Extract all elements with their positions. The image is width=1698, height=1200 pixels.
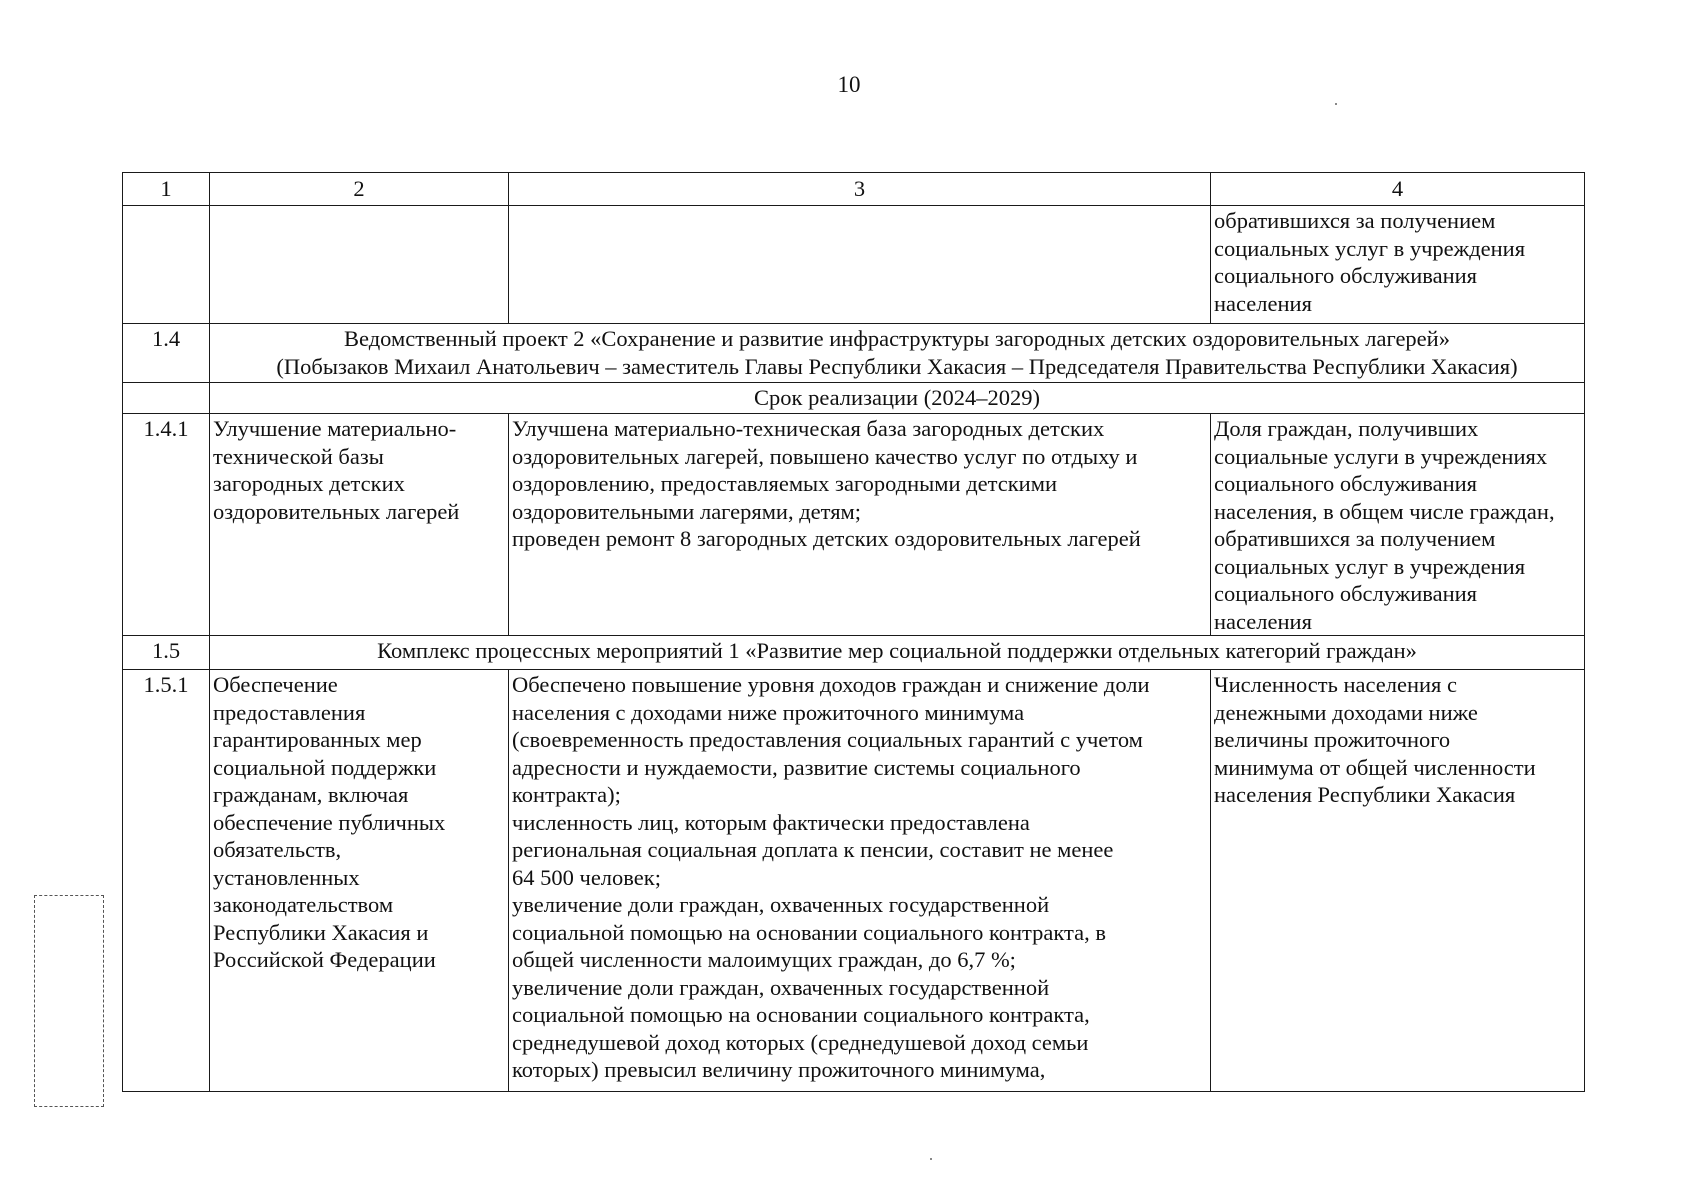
column-header-1: 1: [123, 173, 210, 206]
section-number: 1.4: [123, 324, 210, 383]
empty-cell: [123, 206, 210, 324]
page-number: 10: [837, 72, 861, 97]
implementation-term: Срок реализации (2024–2029): [210, 383, 1585, 414]
section-title: Комплекс процессных мероприятий 1 «Развитие мер социальной поддержки отдельных категорий граждан»: [210, 636, 1585, 670]
empty-cell: [210, 206, 509, 324]
term-row: [123, 383, 1585, 414]
row-number: 1.4.1: [123, 414, 210, 636]
empty-cell: [509, 206, 1211, 324]
table-row: [123, 414, 1585, 636]
column-header-4: 4: [1211, 173, 1585, 206]
task-cell: Обеспечение предоставления гарантированных мер социальной поддержки гражданам, включая обеспечение публичных обязательств, установленных законодательством Республики Хакасия и Российской Федерации: [210, 670, 509, 1092]
column-header-2: 2: [210, 173, 509, 206]
table-row: [123, 206, 1585, 324]
column-header-3: 3: [509, 173, 1211, 206]
program-table: [122, 172, 1585, 1092]
section-row: [123, 636, 1585, 670]
indicator-cell: Доля граждан, получивших социальные услуги в учреждениях социального обслуживания населения, в общем числе граждан, обратившихся за получением социальных услуг в учреждения социального обслуживания населения: [1211, 414, 1585, 636]
registration-stamp: [34, 895, 104, 1107]
section-number: 1.5: [123, 636, 210, 670]
task-cell: Улучшение материально- технической базы загородных детских оздоровительных лагерей: [210, 414, 509, 636]
indicator-cell: обратившихся за получением социальных услуг в учреждения социального обслуживания населения: [1211, 206, 1585, 324]
indicator-cell: Численность населения с денежными доходами ниже величины прожиточного минимума от общей численности населения Республики Хакасия: [1211, 670, 1585, 1092]
empty-cell: [123, 383, 210, 414]
scan-speck: [930, 1158, 932, 1160]
section-row: [123, 324, 1585, 383]
scan-speck: [1335, 103, 1337, 105]
table-header-row: [123, 173, 1585, 206]
row-number: 1.5.1: [123, 670, 210, 1092]
result-cell: Обеспечено повышение уровня доходов граждан и снижение доли населения с доходами ниже прожиточного минимума (своевременность предоставления социальных гарантий с учетом адресности и нуждаемости, развитие системы социального контракта); численность лиц, которым фактически предоставлена региональная социальная доплата к пенсии, составит не менее 64 500 человек; увеличение доли граждан, охваченных государственной социальной помощью на основании социального контракта, в общей численности малоимущих граждан, до 6,7 %; увеличение доли граждан, охваченных государственной социальной помощью на основании социального контракта, среднедушевой доход которых (среднедушевой доход семьи которых) превысил величину прожиточного минимума,: [509, 670, 1211, 1092]
section-title: Ведомственный проект 2 «Сохранение и развитие инфраструктуры загородных детских оздоровительных лагерей» (Побызаков Михаил Анатольевич – заместитель Главы Республики Хакасия – Председателя Правительства Республики Хакасия): [210, 324, 1585, 383]
result-cell: Улучшена материально-техническая база загородных детских оздоровительных лагерей, повышено качество услуг по отдыху и оздоровлению, предоставляемых загородными детскими оздоровительными лагерями, детям; проведен ремонт 8 загородных детских оздоровительных лагерей: [509, 414, 1211, 636]
table-row: [123, 670, 1585, 1092]
